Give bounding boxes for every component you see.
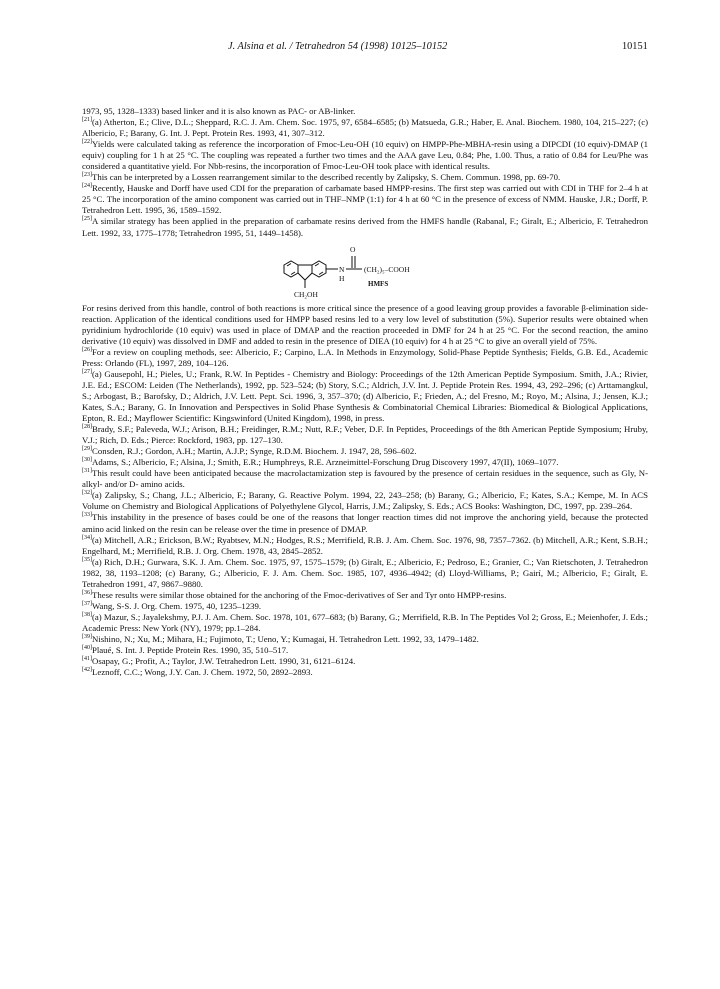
hmfs-structure-figure [82,240,648,300]
reference-marker: [42] [82,667,92,674]
reference-40 [82,645,648,656]
reference-29 [82,446,648,457]
reference-text: Consden, R.J.; Gordon, A.H.; Martin, A.J.P.; Synge, R.D.M. Biochem. J. 1947, 28, 596–602. [92,446,417,457]
hmfs-structure-drawing [82,240,648,300]
oxygen-atom-label: O [350,244,356,254]
reference-text: (a) Zalipsky, S.; Chang, J.L.; Albericio, F.; Barany, G. Reactive Polym. 1994, 22, 243–258; (b) Barany, G.; Albericio, F.; Kates, S.A.; Kempe, M. In ACS Volume on Chemistry and Biological Applications of Polyethylene Glycol, Harris, J.M.; Zalipsky, S. Eds.; ACS Books: Washington, DC, 1997, pp. 239–264. [82,490,648,512]
reference-marker: [29] [82,446,92,453]
reference-marker: [37] [82,600,92,607]
reference-32 [82,490,648,512]
reference-36 [82,590,648,601]
reference-marker: [28] [82,424,92,431]
page-number: 10151 [622,41,648,52]
reference-text: For a review on coupling methods, see: Albericio, F.; Carpino, L.A. In Methods in Enzymology, Solid-Phase Peptide Synthesis; Fields, G.B. Ed., Academic Press: Orlando (FL), 1997, 289, 104–126. [82,346,648,368]
reference-31 [82,468,648,490]
reference-30 [82,457,648,468]
nitrogen-atom-label: N [339,264,345,274]
hydrogen-atom-label: H [339,273,345,283]
reference-marker: [22] [82,139,92,146]
reference-text: Osapay, G.; Profit, A.; Taylor, J.W. Tetrahedron Lett. 1990, 31, 6121–6124. [92,656,356,667]
fluorene-right-ring [312,261,326,277]
reference-text: A similar strategy has been applied in the preparation of carbamate resins derived from the HMFS handle (Rabanal, F.; Giralt, E.; Albericio, F. Tetrahedron Lett. 1992, 33, 1775–1778; Tetrahedron 1995, 51, 1449–1458). [82,216,648,238]
reference-marker: [31] [82,468,92,475]
reference-23 [82,172,648,183]
reference-marker: [30] [82,457,92,464]
reference-marker: [39] [82,634,92,641]
reference-marker: [34] [82,534,92,541]
reference-22 [82,139,648,172]
running-head: J. Alsina et al. / Tetrahedron 54 (1998) 10125–10152 [228,41,448,52]
reference-text: This can be interpreted by a Lossen rearrangement similar to the described recently by Zalipsky, S. Chem. Commun. 1998, pp. 69-70. [92,172,561,183]
reference-28 [82,424,648,446]
reference-text: Recently, Hauske and Dorff have used CDI for the preparation of carbamate based HMPP-resins. The first step was carried out with CDI in THF for 2–4 h at 25 °C. The incorporation of the amino component was carried out in THF–NMP (1:1) for 4 h at 60 °C in the presence of excess of NMM. Hauske, J.R.; Dorff, P. Tetrahedron Lett. 1995, 36, 1589–1592. [82,183,648,216]
reference-marker: [35] [82,556,92,563]
reference-marker: [26] [82,346,92,353]
reference-text: (a) Gausepohl, H.; Pieles, U.; Frank, R.W. In Peptides - Chemistry and Biology: Proceedings of the 12th American Peptide Symposium. Smith, J.A.; Rivier, J.E. Ed.; ESCOM: Leiden (The Netherlands), 1992, pp. 523–524; (b) Story, S.C.; Aldrich, J.V. Int. J. Peptide Protein Res. 1994, 43, 292–296; (c) Arttamangkul, S.; Arbogast, B.; Barofsky, D.; Aldrich, J.V. Lett. Pept. Sci. 1996, 3, 357–370; (d) Albericio, F.; Frieden, A.; del Fresno, M.; Royo, M.; Alsina, J.; Jensen, K.J.; Kates, S.A.; Barany, G. In Innovation and Perspectives in Solid Phase Synthesis & Combinatorial Chemical Libraries: Biomedical & Biological Applications, Epton, R. Ed.; Mayflower Scientific: Kingswinford (United Kingdom), 1998, in press. [82,368,648,424]
reference-text: These results were similar those obtained for the anchoring of the Fmoc-derivatives of Ser and Tyr onto HMPP-resins. [92,589,507,600]
reference-marker: [25] [82,216,92,223]
reference-marker: [36] [82,589,92,596]
reference-marker: [21] [82,117,92,124]
reference-text: Plaué, S. Int. J. Peptide Protein Res. 1990, 35, 510–517. [92,645,289,656]
references-section [82,106,648,678]
reference-text: Adams, S.; Albericio, F.; Alsina, J.; Smith, E.R.; Humphreys, R.E. Arzneimittel-Forschung Drug Discovery 1997, 47(II), 1069–1077. [92,457,559,468]
reference-38 [82,612,648,634]
reference-26 [82,347,648,369]
page-header [0,41,720,55]
fluorene-left-ring [284,261,298,277]
reference-text: Yields were calculated taking as reference the incorporation of Fmoc-Leu-OH (10 equiv) on HMPP-Phe-MBHA-resin using a DIPCDI (10 equiv)-DMAP (1 equiv) coupling for 1 h at 25 °C. The coupling was repeated a further two times and the AAA gave Leu, 0.84; Phe, 1.00. Thus, a ratio of 0.84 for Leu/Phe was considered a quantitative yield. For Nbb-resins, the incorporation of Fmoc-Leu-OH took place with identical results. [82,139,648,172]
reference-21 [82,117,648,139]
figure-name-label: HMFS [368,279,389,288]
reference-text: Nishino, N.; Xu, M.; Mihara, H.; Fujimoto, T.; Ueno, Y.; Kumagai, H. Tetrahedron Lett. 1992, 33, 1479–1482. [92,633,479,644]
reference-text: (a) Mazur, S.; Jayalekshmy, P.J. J. Am. Chem. Soc. 1978, 101, 677–683; (b) Barany, G.; Merrifield, R.B. In The Peptides Vol 2; Gross, E.; Meienhofer, J. Eds.; Academic Press: New York (NY), 1979; pp.1–284. [82,611,648,633]
reference-text: (a) Atherton, E.; Clive, D.L.; Sheppard, R.C. J. Am. Chem. Soc. 1975, 97, 6584–6585; (b) Matsueda, G.R.; Haber, E. Anal. Biochem. 1980, 104, 215–227; (c) Albericio, F.; Barany, G. Int. J. Pept. Protein Res. 1993, 41, 307–312. [82,117,648,139]
reference-39 [82,634,648,645]
reference-marker: [33] [82,512,92,519]
reference-25 [82,216,648,238]
reference-42 [82,667,648,678]
reference-35 [82,557,648,590]
reference-marker: [23] [82,172,92,179]
reference-text: This result could have been anticipated because the macrolactamization step is favoured by the presence of certain residues in the sequence, such as Gly, N-alkyl- and/or D- amino acids. [82,468,648,490]
reference-34 [82,535,648,557]
reference-24 [82,183,648,216]
reference-marker: [32] [82,490,92,497]
reference-27 [82,369,648,424]
reference-37 [82,601,648,612]
reference-text: This instability in the presence of bases could be one of the reasons that longer reaction times did not improve the anchoring yield, because the protected amino acid linked on the resin can be release over the time in presence of DMAP. [82,512,648,534]
reference-marker: [38] [82,611,92,618]
reference-marker: [41] [82,656,92,663]
reference-text: Wang, S-S. J. Org. Chem. 1975, 40, 1235–1239. [92,600,262,611]
reference-marker: [24] [82,183,92,190]
ch2oh-label: CH₂OH [294,289,318,299]
reference-text: (a) Rich, D.H.; Gurwara, S.K. J. Am. Chem. Soc. 1975, 97, 1575–1579; (b) Giralt, E.; Albericio, F.; Pedroso, E.; Granier, C.; Van Rietschoten, J. Tetrahedron 1982, 38, 1193–1208; (c) Barany, G.; Albericio, F. J. Am. Chem. Soc. 1985, 107, 4936–4942; (d) Lloyd-Williams, P.; Gairí, M.; Albericio, F.; Giralt, E. Tetrahedron 1991, 47, 9867–9880. [82,556,648,589]
chain-label: (CH₂)₅–COOH [364,264,410,274]
reference-text: Brady, S.F.; Paleveda, W.J.; Arison, B.H.; Freidinger, R.M.; Nutt, R.F.; Veber, D.F. In Peptides, Proceedings of the 8th American Peptide Symposium; Hruby, V.J.; Rich, D. Eds.; Pierce: Rockford, 1983, pp. 127–130. [82,424,648,446]
reference-marker: [40] [82,645,92,652]
reference-41 [82,656,648,667]
reference-text: Leznoff, C.C.; Wong, J.Y. Can. J. Chem. 1972, 50, 2892–2893. [92,667,313,678]
reference-continuation: 1973, 95, 1328–1333) based linker and it is also known as PAC- or AB-linker. [82,106,356,116]
reference-marker: [27] [82,368,92,375]
reference-33 [82,512,648,534]
fluorene-central-ring [298,265,312,280]
reference-text: (a) Mitchell, A.R.; Erickson, B.W.; Ryabtsev, M.N.; Hodges, R.S.; Merrifield, R.B. J. Am. Chem. Soc. 1976, 98, 7357–7362. (b) Mitchell, A.R.; Kent, S.B.H.; Engelhard, M.; Merrifield, R.B. J. Org. Chem. 1978, 43, 2845–2852. [82,534,648,556]
reference-25-continued: For resins derived from this handle, control of both reactions is more critical since the presence of a good leaving group provides a favorable β-elimination side-reaction. Application of the identical conditions used for HMPP based resins led to a very low level of substitution (5%). Superior results were obtained when pyridinium hydrochloride (10 equiv) was used in place of DMAP and the reaction proceeded in DMF for 24 h at 25 °C. For the second reaction, the amino derivative (10 equiv) was dissolved in DMF and added to resin in the presence of DIEA (10 equiv) for 4 h at 25 °C to give an overall yield of 75%. [82,302,648,346]
